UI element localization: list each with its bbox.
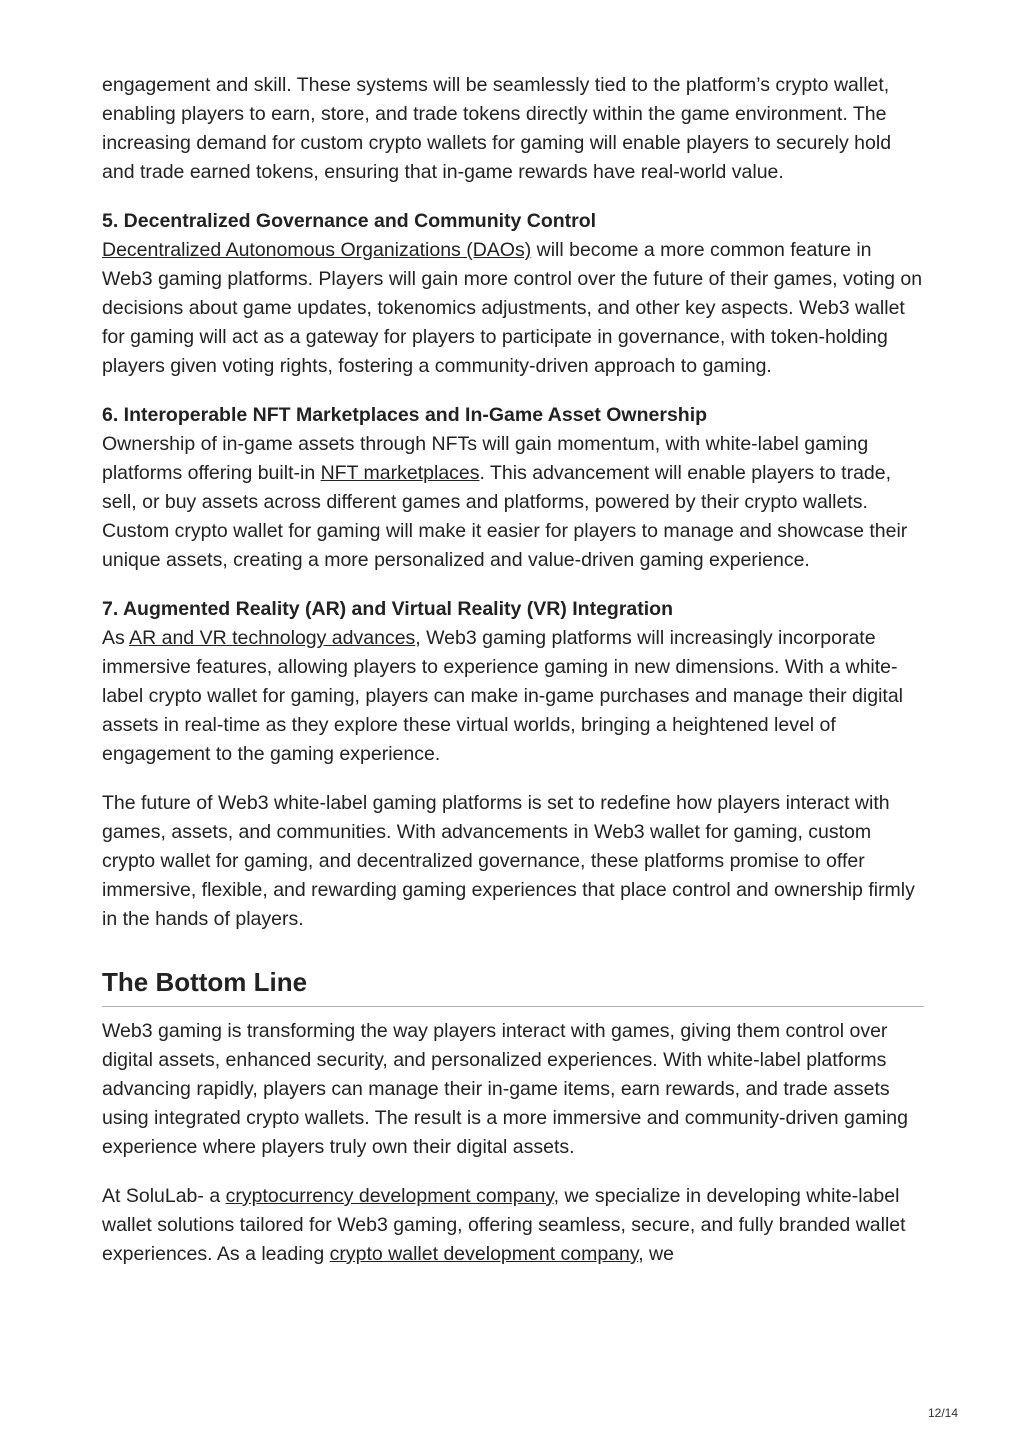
section-6-text-before: Ownership of in-game assets through NFTs will gain momentum, with white-label gaming platforms offering built-in — [102, 433, 869, 484]
section-6-heading: 6. Interoperable NFT Marketplaces and In-Game Asset Ownership — [102, 404, 708, 426]
section-7-text-after: , Web3 gaming platforms will increasingly incorporate immersive features, allowing players to experience gaming in new dimensions. With a white-label crypto wallet for gaming, players can make in-game purchases and manage their digital assets in real-time as they explore these virtual worlds, bringing a heightened level of engagement to the gaming experience. — [102, 627, 904, 765]
bottom-line-heading: The Bottom Line — [102, 966, 924, 1007]
section-5-text: will become a more common feature in Web3 gaming platforms. Players will gain more control over the future of their games, voting on decisions about game updates, tokenomics adjustments, and other key aspects. Web3 wallet for gaming will act as a gateway for players to participate in governance, with token-holding players given voting rights, fostering a community-driven approach to gaming. — [102, 239, 923, 377]
section-7-text-before: As — [102, 627, 130, 649]
nft-marketplaces-link[interactable]: NFT marketplaces — [320, 462, 480, 484]
section-5-heading: 5. Decentralized Governance and Community Control — [102, 210, 597, 232]
section-7-paragraph — [102, 624, 924, 769]
section-7 — [102, 595, 924, 769]
bottom-line-p2-middle: , we specialize in developing white-label wallet solutions tailored for Web3 gaming, offering seamless, secure, and fully branded wallet experiences. As a leading — [102, 1185, 906, 1265]
bottom-line-paragraph-1: Web3 gaming is transforming the way players interact with games, giving them control over digital assets, enhanced security, and personalized experiences. With white-label platforms advancing rapidly, players can manage their in-game items, earn rewards, and trade assets using integrated crypto wallets. The result is a more immersive and community-driven gaming experience where players truly own their digital assets. — [102, 1020, 908, 1158]
page-number: 12/14 — [927, 1406, 958, 1420]
section-6 — [102, 401, 924, 575]
bottom-line-p2-before: At SoluLab- a — [102, 1185, 226, 1207]
section-6-text-after: . This advancement will enable players to trade, sell, or buy assets across different games and platforms, powered by their crypto wallets. Custom crypto wallet for gaming will make it easier for players to manage and showcase their unique assets, creating a more personalized and value-driven gaming experience. — [102, 462, 908, 571]
cryptocurrency-development-link[interactable]: cryptocurrency development company — [225, 1185, 554, 1207]
section-6-paragraph — [102, 430, 924, 575]
section-7-heading: 7. Augmented Reality (AR) and Virtual Reality (VR) Integration — [102, 598, 673, 620]
section-5 — [102, 207, 924, 381]
article-content — [102, 71, 924, 1289]
ar-vr-link[interactable]: AR and VR technology advances — [129, 627, 416, 649]
bottom-line-p2-after: , we — [638, 1243, 674, 1265]
crypto-wallet-development-link[interactable]: crypto wallet development company — [329, 1243, 639, 1265]
section-5-paragraph — [102, 236, 924, 381]
future-paragraph: The future of Web3 white-label gaming platforms is set to redefine how players interact with games, assets, and communities. With advancements in Web3 wallet for gaming, custom crypto wallet for gaming, and decentralized governance, these platforms promise to offer immersive, flexible, and rewarding gaming experiences that place control and ownership firmly in the hands of players. — [102, 792, 915, 930]
bottom-line-paragraph-2 — [102, 1182, 924, 1269]
intro-paragraph: engagement and skill. These systems will be seamlessly tied to the platform’s crypto wallet, enabling players to earn, store, and trade tokens directly within the game environment. The increasing demand for custom crypto wallets for gaming will enable players to securely hold and trade earned tokens, ensuring that in-game rewards have real-world value. — [102, 74, 892, 183]
dao-link[interactable]: Decentralized Autonomous Organizations (DAOs) — [102, 239, 532, 261]
